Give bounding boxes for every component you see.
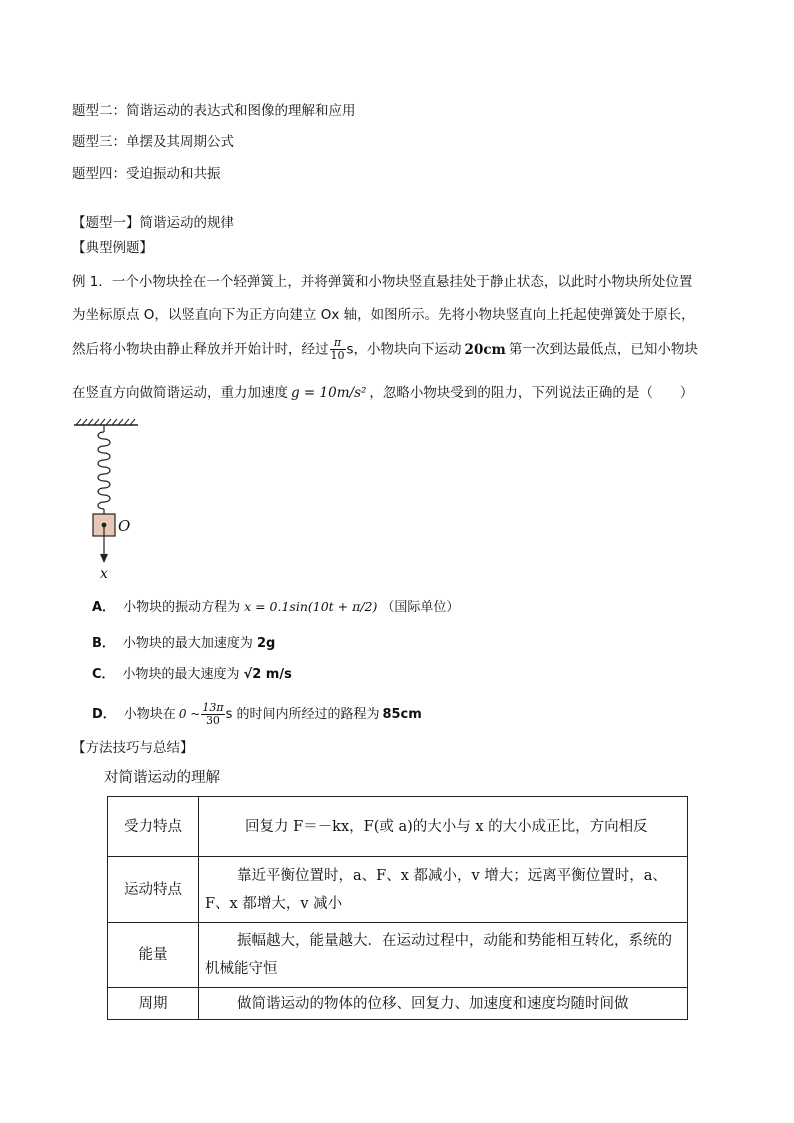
method-heading: 【方法技巧与总结】 [72, 740, 194, 756]
option-text: 小物块的最大速度为 [122, 667, 240, 682]
spring [98, 432, 110, 509]
example-line-4-text-b: ，忽略小物块受到的阻力，下列说法正确的是（ ） [369, 385, 694, 401]
option-d-fraction: $\frac{13\pi}{30}$ [202, 701, 224, 727]
gravity-formula: g = 10m/s² [291, 385, 367, 401]
option-text: 小物块在 [123, 707, 176, 722]
option-text-b: s 的时间内所经过的路程为 [225, 707, 380, 722]
table-title: 对简谐运动的理解 [104, 770, 220, 786]
topic-2: 题型二：简谐运动的表达式和图像的理解和应用 [72, 103, 356, 119]
origin-label: O [118, 517, 131, 535]
option-letter: D． [92, 707, 116, 722]
table-row [108, 923, 688, 988]
example-line-3-text-c: 第一次到达最低点，已知小物块 [508, 341, 698, 358]
table-value: 做简谐运动的物体的位移、回复力、加速度和速度均随时间做 [199, 988, 688, 1020]
example-line-4 [72, 383, 693, 403]
example-line-2: 为坐标原点 O，以竖直向下为正方向建立 Ox 轴，如图所示。先将小物块竖直向上托起使弹簧处于原长， [72, 307, 695, 323]
distance-value: 20cm [464, 341, 506, 358]
option-d-range-start: 0 ~ [178, 707, 201, 721]
example-line-3 [72, 337, 698, 362]
table-key: 能量 [108, 923, 199, 988]
option-b [92, 634, 275, 654]
section-heading: 【题型一】简谐运动的规律 [72, 215, 234, 231]
option-value: √2 m/s [243, 667, 292, 682]
example-line-1: 例 1．一个小物块拴在一个轻弹簧上，并将弹簧和小物块竖直悬挂处于静止状态，以此时小物块所处位置 [72, 274, 693, 290]
x-axis-arrow [100, 554, 108, 563]
option-text: 小物块的振动方程为 [123, 600, 241, 615]
table-row [108, 988, 688, 1020]
table-value: 回复力 F＝－kx，F(或 a)的大小与 x 的大小成正比，方向相反 [199, 797, 688, 857]
table-row [108, 797, 688, 857]
example-heading: 【典型例题】 [72, 240, 153, 256]
ceiling-hatch [76, 419, 135, 425]
option-letter: A． [92, 600, 116, 615]
table-key: 运动特点 [108, 857, 199, 923]
table-value: 振幅越大，能量越大．在运动过程中，动能和势能相互转化，系统的机械能守恒 [199, 923, 688, 988]
option-a [92, 597, 459, 618]
table-row [108, 857, 688, 923]
axis-label: x [100, 566, 108, 582]
spring-mass-figure [68, 418, 158, 583]
option-d [92, 702, 422, 727]
table-key: 受力特点 [108, 797, 199, 857]
summary-table [107, 796, 688, 1020]
option-letter: C． [92, 667, 115, 682]
table-key: 周期 [108, 988, 199, 1020]
example-line-4-text: 在竖直方向做简谐运动，重力加速度 [72, 385, 288, 401]
option-letter: B． [92, 636, 115, 651]
option-text-b: （国际单位） [381, 600, 460, 615]
option-value: 2g [256, 636, 276, 651]
example-line-3-text-b: s，小物块向下运动 [346, 341, 462, 358]
option-c [92, 665, 292, 685]
option-value: 85cm [382, 707, 422, 722]
topic-3: 题型三：单摆及其周期公式 [72, 134, 234, 150]
option-text: 小物块的最大加速度为 [122, 636, 253, 651]
example-line-3-text: 然后将小物块由静止释放并开始计时，经过 [72, 341, 329, 358]
table-value: 靠近平衡位置时，a、F、x 都减小，v 增大；远离平衡位置时，a、F、x 都增大，v 减小 [199, 857, 688, 923]
option-a-formula: x = 0.1sin(10t + π/2) [244, 599, 378, 614]
topic-4: 题型四：受迫振动和共振 [72, 166, 221, 182]
time-fraction: $\frac{\pi}{10}$ [330, 336, 345, 362]
